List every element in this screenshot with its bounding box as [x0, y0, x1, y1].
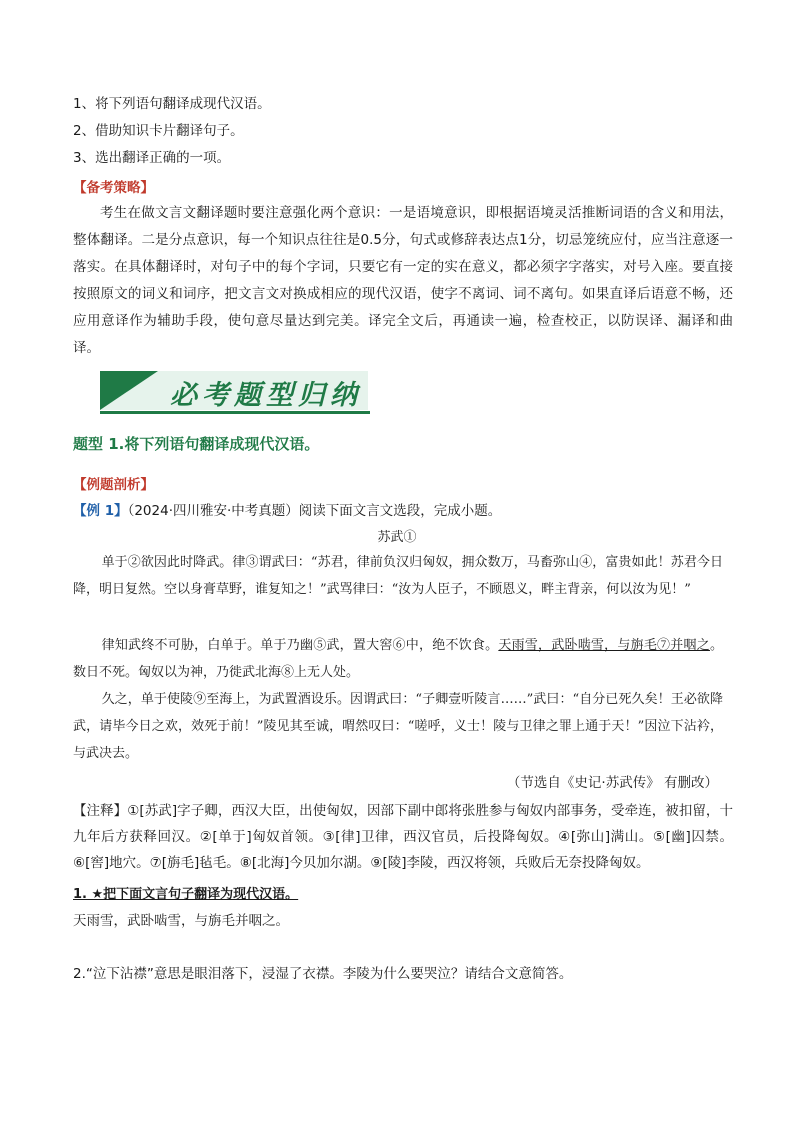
intro-item-3: 3、选出翻译正确的一项。 — [73, 150, 231, 166]
passage-paragraph-2-start: 律知武终不可胁，白单于。单于乃幽⑤武，置大窖⑥中，绝不饮食。 — [101, 638, 499, 653]
strategy-paragraph: 考生在做文言文翻译题时要注意强化两个意识：一是语境意识，即根据语境灵活推断词语的含义和用法，整体翻译。二是分点意识，每一个知识点往往是0.5分，句式或修辞表达点1分，切忌笼统应付，应当注意逐一落实。在具体翻译时，对句子中的每个字词，只要它有一定的实在意义，都必须字字落实，对号入座。要直接按照原文的词义和词序，把文言文对换成相应的现代汉语，使字不离词、词不离句。如果直译后语意不畅，还应用意译作为辅助手段，使句意尽量达到完美。译完全文后，再通读一遍，检查校正，以防误译、漏译和曲译。 — [73, 205, 733, 356]
example-intro-text: （2024·四川雅安·中考真题）阅读下面文言文选段，完成小题。 — [127, 503, 502, 519]
passage-paragraph-2-end: 。数日不死。匈奴以为神，乃徙武北海⑧上无人处。 — [73, 638, 723, 680]
strategy-heading: 【备考策略】 — [73, 180, 154, 196]
intro-item-1: 1、将下列语句翻译成现代汉语。 — [73, 96, 271, 112]
passage-title: 苏武① — [377, 530, 417, 545]
banner-underline — [100, 411, 370, 414]
passage-source: （节选自《史记·苏武传》 有删改） — [506, 775, 718, 791]
example-section-title: 【例题剖析】 — [73, 477, 154, 493]
passage-notes: 【注释】①[苏武]字子卿，西汉大臣，出使匈奴，因部下副中郎将张胜参与匈奴内部事务，受牵连，被扣留，十九年后方获释回汉。②[单于]匈奴首领。③[律]卫律，西汉官员，后投降匈奴。④[弥山]满山。⑤[幽]囚禁。⑥[窖]地穴。⑦[旃毛]毡毛。⑧[北海]今贝加尔湖。⑨[陵]李陵，西汉将领，兵败后无奈投降匈奴。 — [73, 803, 733, 871]
section-banner — [100, 371, 370, 415]
question-1-sentence: 天雨雪，武卧啮雪，与旃毛并咽之。 — [73, 913, 289, 929]
question-2-label: 2.“泣下沾襟”意思是眼泪落下，浸湿了衣襟。李陵为什么要哭泣？请结合文意简答。 — [73, 966, 573, 982]
question-type-title: 题型 1.将下列语句翻译成现代汉语。 — [73, 435, 320, 453]
passage-paragraph-1: 单于②欲因此时降武。律③谓武曰：“苏君，律前负汉归匈奴，拥众数万，马畜弥山④，富贵如此！苏君今日降，明日复然。空以身膏草野，谁复知之！”武骂律曰：“汝为人臣子，不顾恩义，畔主背亲，何以汝为见！” — [73, 555, 723, 597]
passage-paragraph-3: 久之，单于使陵⑨至海上，为武置酒设乐。因谓武曰：“子卿壹听陵言……”武曰：“自分已死久矣！王必欲降武，请毕今日之欢，效死于前！”陵见其至诚，喟然叹曰：“嗟呼，义士！陵与卫律之罪上通于天！”因泣下沾衿，与武决去。 — [73, 692, 723, 761]
question-1-label: 1. ★把下面文言句子翻译为现代汉语。 — [73, 887, 299, 902]
passage-paragraph-2 — [73, 632, 723, 686]
banner-triangle-icon — [100, 371, 158, 410]
example-intro — [73, 499, 501, 519]
example-tag: 【例 1】 — [73, 503, 128, 519]
banner-title: 必考题型归纳 — [170, 380, 362, 411]
passage-underlined-sentence: 天雨雪，武卧啮雪，与旃毛⑦并咽之 — [498, 638, 710, 653]
intro-item-2: 2、借助知识卡片翻译句子。 — [73, 123, 244, 139]
